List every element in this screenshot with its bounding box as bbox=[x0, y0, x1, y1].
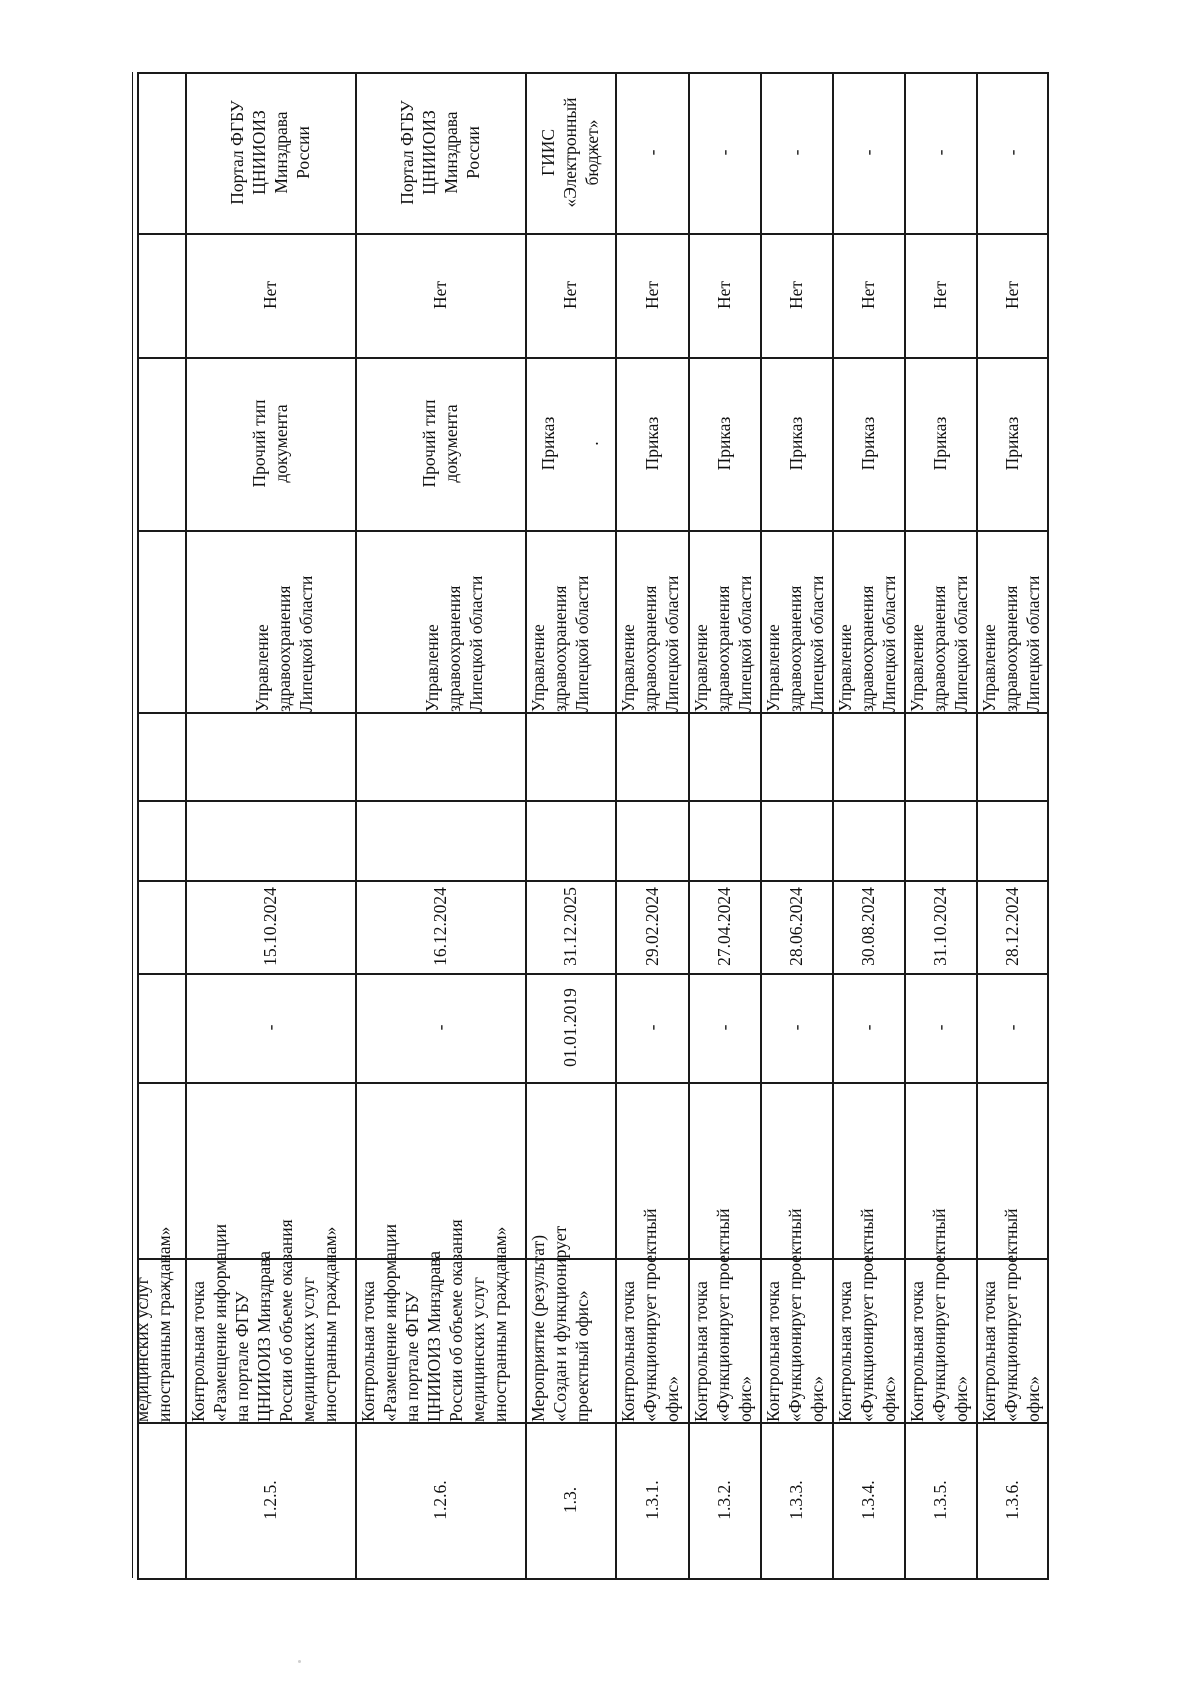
column-border bbox=[760, 1082, 832, 1084]
cell-start-date-text: - bbox=[1001, 1024, 1022, 1031]
cell-info-system bbox=[904, 72, 976, 233]
column-border bbox=[185, 712, 355, 714]
cell-end-date-text: 27.04.2024 bbox=[714, 887, 734, 966]
cell-end-date-text: 31.12.2025 bbox=[560, 887, 580, 966]
cell-number bbox=[904, 1422, 976, 1578]
cell-number-text: 1.3.2. bbox=[714, 1480, 734, 1520]
cell-responsible-text: Управление здравоохранения Липецкой области bbox=[907, 575, 971, 712]
cell-responsible bbox=[832, 522, 904, 712]
cell-start-date-text: - bbox=[430, 1024, 450, 1031]
cell-start-date-text: - bbox=[930, 1024, 950, 1031]
cell-end-date-text: 28.12.2024 bbox=[1001, 887, 1022, 966]
cell-name bbox=[688, 1208, 760, 1422]
cell-start-date bbox=[185, 973, 355, 1082]
cell-name-text: Контрольная точка «Функционирует проектный офис» bbox=[618, 1208, 682, 1422]
cell-name-text: Контрольная точка «Функционирует проектный офис» bbox=[907, 1208, 971, 1422]
cell-start-date bbox=[355, 973, 525, 1082]
column-border bbox=[525, 712, 615, 714]
scan-dot bbox=[298, 1660, 301, 1663]
cell-info-system-text: - bbox=[930, 149, 950, 156]
column-border bbox=[760, 800, 832, 802]
cell-name bbox=[832, 1208, 904, 1422]
cell-info-system-text: - bbox=[1001, 149, 1022, 156]
cell-document-type bbox=[832, 357, 904, 530]
cell-start-date bbox=[760, 973, 832, 1082]
cell-approval bbox=[355, 233, 525, 357]
cell-name bbox=[185, 1219, 355, 1422]
cell-start-date-text: - bbox=[260, 1024, 280, 1031]
column-border bbox=[688, 1082, 760, 1084]
cell-info-system bbox=[185, 72, 355, 233]
cell-info-system bbox=[832, 72, 904, 233]
cell-approval bbox=[904, 233, 976, 357]
cell-responsible-text: Управление здравоохранения Липецкой области bbox=[618, 575, 682, 712]
cell-approval-text: Нет bbox=[714, 280, 734, 310]
cell-approval bbox=[760, 233, 832, 357]
column-border bbox=[525, 800, 615, 802]
cell-name bbox=[615, 1208, 688, 1422]
column-border bbox=[976, 1082, 1047, 1084]
cell-document-type bbox=[760, 357, 832, 530]
column-border bbox=[355, 1082, 525, 1084]
cell-number bbox=[760, 1422, 832, 1578]
cell-name-text: Мероприятие (результат) «Создан и функционирует проектный офис» bbox=[528, 1225, 592, 1422]
cell-document-type-text: Прочий тип документа bbox=[419, 399, 461, 488]
cell-name-text: Контрольная точка «Размещение информации на портале ФГБУ ЦНИИОИЗ Минздрава России об объеме оказания медицинских услуг иностранным гражданам» bbox=[358, 1219, 510, 1422]
column-border bbox=[525, 1082, 615, 1084]
cell-responsible bbox=[760, 522, 832, 712]
cell-document-type bbox=[355, 357, 525, 530]
column-border bbox=[137, 530, 185, 532]
cell-end-date-text: 16.12.2024 bbox=[430, 887, 450, 966]
column-border bbox=[137, 973, 185, 975]
cell-name-text: Контрольная точка «Функционирует проектный офис» bbox=[763, 1208, 827, 1422]
cell-end-date bbox=[688, 880, 760, 973]
cell-end-date bbox=[355, 880, 525, 973]
cell-approval-text: Нет bbox=[858, 280, 878, 310]
cell-name-text: Контрольная точка «Функционирует проектный офис» bbox=[691, 1208, 755, 1422]
cell-info-system-text: Портал ФГБУ ЦНИИОИЗ Минздрава России bbox=[227, 100, 313, 205]
column-border bbox=[904, 1082, 976, 1084]
cell-document-type-text: Приказ bbox=[641, 416, 662, 471]
cell-info-system bbox=[525, 72, 615, 233]
column-border bbox=[137, 800, 185, 802]
cell-name bbox=[132, 1226, 185, 1422]
cell-number bbox=[525, 1422, 615, 1578]
cell-info-system-text: ГИИС «Электронный бюджет» bbox=[538, 97, 602, 208]
cell-number bbox=[688, 1422, 760, 1578]
cell-number bbox=[615, 1422, 688, 1578]
cell-name bbox=[904, 1208, 976, 1422]
cell-document-type-text: Приказ bbox=[930, 416, 950, 471]
column-border bbox=[137, 233, 185, 235]
row-border bbox=[1047, 72, 1049, 1578]
cell-approval bbox=[832, 233, 904, 357]
cell-document-type-text: Приказ bbox=[786, 416, 806, 471]
cell-approval bbox=[615, 233, 688, 357]
cell-name-text: медицинских услуг иностранным гражданам» bbox=[132, 1226, 174, 1422]
cell-number-text: 1.3.5. bbox=[930, 1480, 950, 1520]
cell-document-type-text: Прочий тип документа bbox=[249, 399, 291, 488]
cell-approval-text: Нет bbox=[786, 280, 806, 310]
cell-end-date-text: 15.10.2024 bbox=[260, 887, 280, 966]
cell-info-system-text: - bbox=[714, 149, 734, 156]
cell-document-type bbox=[185, 357, 355, 530]
cell-number-text: 1.3.6. bbox=[1001, 1480, 1022, 1520]
cell-approval-text: Нет bbox=[641, 280, 662, 310]
cell-info-system bbox=[615, 72, 688, 233]
cell-info-system bbox=[760, 72, 832, 233]
table-border-bottom bbox=[137, 1578, 1049, 1580]
cell-start-date-text: - bbox=[786, 1024, 806, 1031]
column-border bbox=[137, 1082, 185, 1084]
cell-start-date-text: 01.01.2019 bbox=[560, 988, 580, 1067]
cell-start-date-text: - bbox=[858, 1024, 878, 1031]
cell-end-date bbox=[832, 880, 904, 973]
cell-end-date bbox=[904, 880, 976, 973]
cell-document-type-text: Приказ bbox=[1001, 416, 1022, 471]
cell-document-type bbox=[525, 357, 615, 530]
cell-number bbox=[355, 1422, 525, 1578]
column-border bbox=[976, 800, 1047, 802]
cell-info-system bbox=[688, 72, 760, 233]
cell-document-type bbox=[615, 357, 688, 530]
cell-responsible bbox=[688, 522, 760, 712]
column-border bbox=[355, 712, 525, 714]
cell-start-date bbox=[904, 973, 976, 1082]
cell-responsible-text: Управление здравоохранения Липецкой области bbox=[528, 575, 592, 712]
cell-responsible-text: Управление здравоохранения Липецкой области bbox=[691, 575, 755, 712]
column-border bbox=[832, 712, 904, 714]
column-border bbox=[137, 1422, 185, 1424]
cell-name bbox=[976, 1208, 1047, 1422]
cell-start-date bbox=[688, 973, 760, 1082]
cell-approval-text: Нет bbox=[930, 280, 950, 310]
cell-responsible bbox=[904, 522, 976, 712]
cell-document-type bbox=[904, 357, 976, 530]
cell-document-type-text: Приказ . bbox=[538, 416, 602, 471]
cell-approval-text: Нет bbox=[260, 280, 280, 310]
cell-number bbox=[976, 1422, 1047, 1578]
cell-end-date bbox=[185, 880, 355, 973]
cell-number bbox=[185, 1422, 355, 1578]
cell-start-date bbox=[976, 973, 1047, 1082]
column-border bbox=[976, 712, 1047, 714]
cell-number-text: 1.3.1. bbox=[641, 1480, 662, 1520]
cell-end-date-text: 29.02.2024 bbox=[641, 887, 662, 966]
cell-approval bbox=[688, 233, 760, 357]
cell-responsible bbox=[525, 522, 615, 712]
cell-info-system-text: - bbox=[786, 149, 806, 156]
column-border bbox=[137, 712, 185, 714]
cell-number-text: 1.3. bbox=[560, 1486, 580, 1514]
column-border bbox=[615, 800, 688, 802]
cell-end-date bbox=[615, 880, 688, 973]
cell-info-system-text: - bbox=[858, 149, 878, 156]
cell-number-text: 1.2.5. bbox=[260, 1480, 280, 1520]
column-border bbox=[137, 880, 185, 882]
cell-end-date-text: 28.06.2024 bbox=[786, 887, 806, 966]
cell-document-type bbox=[688, 357, 760, 530]
column-border bbox=[185, 800, 355, 802]
cell-number-text: 1.3.4. bbox=[858, 1480, 878, 1520]
cell-start-date-text: - bbox=[714, 1024, 734, 1031]
cell-responsible bbox=[185, 522, 355, 712]
column-border bbox=[832, 800, 904, 802]
column-border bbox=[615, 1082, 688, 1084]
cell-responsible-text: Управление здравоохранения Липецкой области bbox=[252, 575, 316, 712]
cell-name-text: Контрольная точка «Функционирует проектный офис» bbox=[835, 1208, 899, 1422]
cell-approval-text: Нет bbox=[1001, 280, 1022, 310]
cell-end-date bbox=[976, 880, 1047, 973]
cell-name-text: Контрольная точка «Функционирует проектный офис» bbox=[979, 1208, 1043, 1422]
column-border bbox=[832, 1082, 904, 1084]
cell-number-text: 1.3.3. bbox=[786, 1480, 806, 1520]
cell-responsible-text: Управление здравоохранения Липецкой области bbox=[835, 575, 899, 712]
column-border bbox=[137, 357, 185, 359]
cell-start-date-text: - bbox=[641, 1024, 662, 1031]
cell-name bbox=[355, 1219, 525, 1422]
column-border bbox=[688, 800, 760, 802]
cell-start-date bbox=[832, 973, 904, 1082]
cell-document-type bbox=[976, 357, 1047, 530]
cell-start-date bbox=[525, 973, 615, 1082]
cell-approval-text: Нет bbox=[430, 280, 450, 310]
cell-name bbox=[760, 1208, 832, 1422]
cell-approval bbox=[185, 233, 355, 357]
cell-name-text: Контрольная точка «Размещение информации на портале ФГБУ ЦНИИОИЗ Минздрава России об объеме оказания медицинских услуг иностранным гражданам» bbox=[188, 1219, 340, 1422]
cell-end-date-text: 31.10.2024 bbox=[930, 887, 950, 966]
cell-info-system-text: Портал ФГБУ ЦНИИОИЗ Минздрава России bbox=[397, 100, 483, 205]
column-border bbox=[904, 800, 976, 802]
cell-document-type-text: Приказ bbox=[714, 416, 734, 471]
cell-document-type-text: Приказ bbox=[858, 416, 878, 471]
cell-responsible bbox=[615, 522, 688, 712]
cell-info-system-text: - bbox=[641, 149, 662, 156]
cell-end-date bbox=[525, 880, 615, 973]
cell-responsible-text: Управление здравоохранения Липецкой области bbox=[979, 575, 1043, 712]
cell-number-text: 1.2.6. bbox=[430, 1480, 450, 1520]
cell-responsible bbox=[355, 522, 525, 712]
cell-approval bbox=[525, 233, 615, 357]
column-border bbox=[688, 712, 760, 714]
column-border bbox=[615, 712, 688, 714]
cell-info-system bbox=[355, 72, 525, 233]
cell-end-date-text: 30.08.2024 bbox=[858, 887, 878, 966]
cell-responsible bbox=[976, 522, 1047, 712]
cell-approval-text: Нет bbox=[560, 280, 580, 310]
cell-end-date bbox=[760, 880, 832, 973]
cell-approval bbox=[976, 233, 1047, 357]
cell-start-date bbox=[615, 973, 688, 1082]
cell-name bbox=[525, 1225, 615, 1422]
column-border bbox=[760, 712, 832, 714]
column-border bbox=[185, 1082, 355, 1084]
cell-responsible-text: Управление здравоохранения Липецкой области bbox=[763, 575, 827, 712]
cell-info-system bbox=[976, 72, 1047, 233]
cell-responsible-text: Управление здравоохранения Липецкой области bbox=[422, 575, 486, 712]
column-border bbox=[355, 800, 525, 802]
cell-number bbox=[832, 1422, 904, 1578]
column-border bbox=[904, 712, 976, 714]
